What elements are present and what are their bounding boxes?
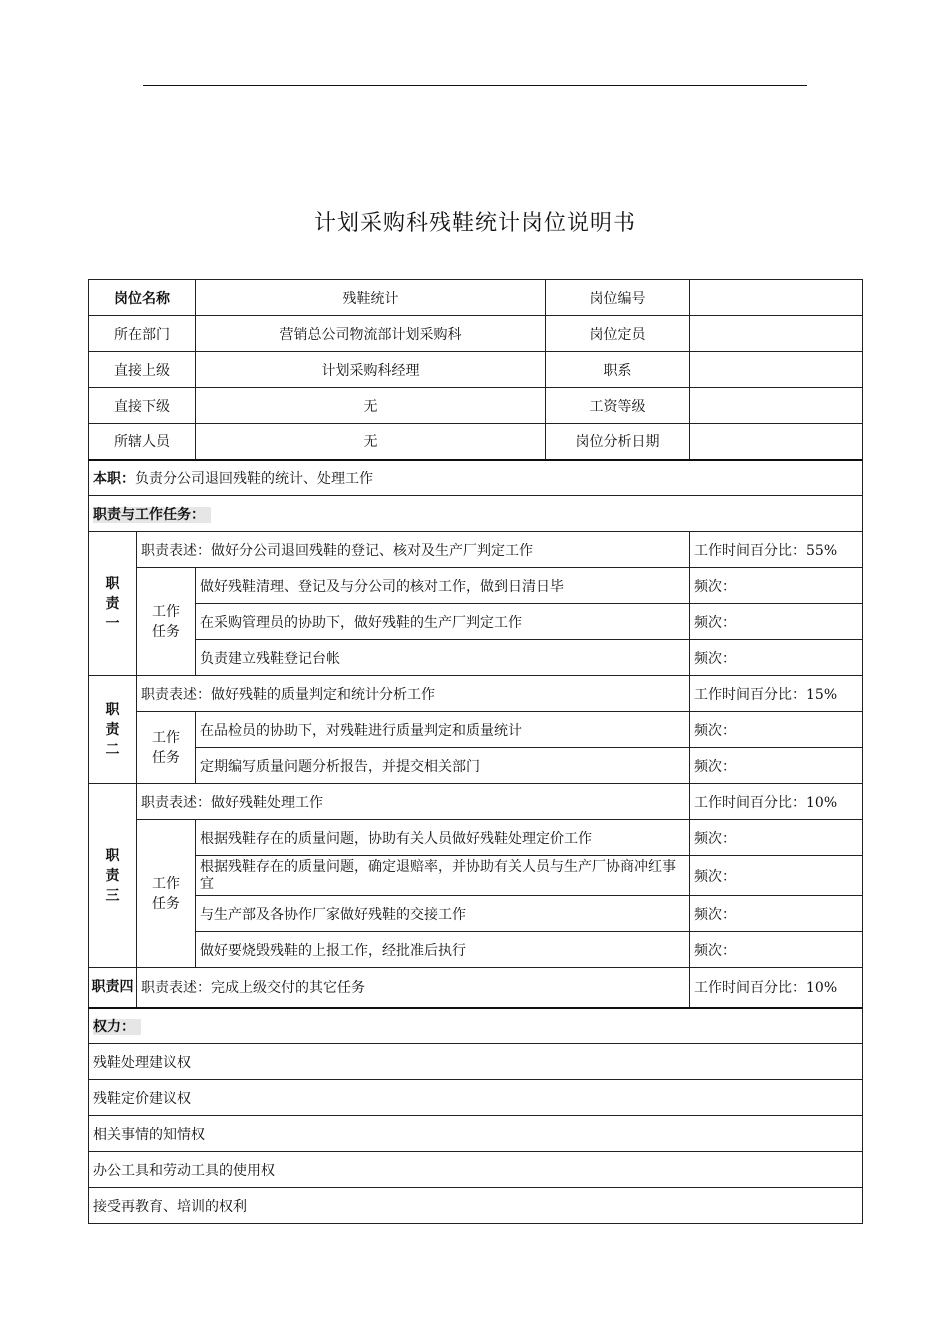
duty-3-task-3-freq: 频次：	[690, 896, 863, 932]
job-description-table	[88, 279, 863, 1224]
duty-1-task-row	[89, 568, 863, 604]
power-row	[89, 1080, 863, 1116]
duty-3-task-label: 工作任务	[137, 820, 196, 968]
label-position-name: 岗位名称	[89, 280, 196, 316]
duty-2-statement-row	[89, 676, 863, 712]
duty-2-task-label: 工作任务	[137, 712, 196, 784]
duty-3-statement: 职责表述：做好残鞋处理工作	[137, 784, 690, 820]
duty-2-task-1-freq: 频次：	[690, 712, 863, 748]
duty-3-percent: 工作时间百分比：10%	[690, 784, 863, 820]
duty-1-statement-row	[89, 532, 863, 568]
duties-heading-row	[89, 496, 863, 532]
powers-heading: 权力：	[93, 1019, 141, 1035]
duty-3-label: 职责三	[89, 784, 137, 968]
value-position-code	[690, 280, 863, 316]
duty-2-statement: 职责表述：做好残鞋的质量判定和统计分析工作	[137, 676, 690, 712]
duty-2-label: 职责二	[89, 676, 137, 784]
label-position-code: 岗位编号	[546, 280, 690, 316]
label-quota: 岗位定员	[546, 316, 690, 352]
power-row	[89, 1044, 863, 1080]
duty-1-percent: 工作时间百分比：55%	[690, 532, 863, 568]
duty-4-statement-row	[89, 968, 863, 1008]
duty-3-statement-row	[89, 784, 863, 820]
power-item-1: 残鞋处理建议权	[89, 1044, 863, 1080]
duties-heading: 职责与工作任务：	[93, 507, 211, 523]
power-item-3: 相关事情的知情权	[89, 1116, 863, 1152]
value-position-name: 残鞋统计	[196, 280, 546, 316]
main-duty-label: 本职：	[93, 470, 135, 487]
info-row-name	[89, 280, 863, 316]
main-duty-text: 负责分公司退回残鞋的统计、处理工作	[135, 470, 373, 487]
value-grade	[690, 388, 863, 424]
duty-3-task-row	[89, 896, 863, 932]
duty-1-task-label: 工作任务	[137, 568, 196, 676]
duties-heading-cell	[89, 496, 863, 532]
value-quota	[690, 316, 863, 352]
info-row-dept	[89, 316, 863, 352]
duty-1-task-1-freq: 频次：	[690, 568, 863, 604]
duty-3-task-row	[89, 932, 863, 968]
duty-4-percent: 工作时间百分比：10%	[690, 968, 863, 1008]
power-item-5: 接受再教育、培训的权利	[89, 1188, 863, 1224]
duty-1-task-row	[89, 604, 863, 640]
info-row-subordinate	[89, 388, 863, 424]
duty-3-task-4: 做好要烧毁残鞋的上报工作，经批准后执行	[196, 932, 690, 968]
duty-3-task-4-freq: 频次：	[690, 932, 863, 968]
duty-2-task-1: 在品检员的协助下，对残鞋进行质量判定和质量统计	[196, 712, 690, 748]
power-item-4: 办公工具和劳动工具的使用权	[89, 1152, 863, 1188]
power-row	[89, 1152, 863, 1188]
label-series: 职系	[546, 352, 690, 388]
value-series	[690, 352, 863, 388]
duty-2-task-row	[89, 748, 863, 784]
duty-2-task-2-freq: 频次：	[690, 748, 863, 784]
duty-3-task-1-freq: 频次：	[690, 820, 863, 856]
info-row-staff	[89, 424, 863, 460]
main-duty-cell	[89, 460, 863, 496]
duty-3-task-1: 根据残鞋存在的质量问题，协助有关人员做好残鞋处理定价工作	[196, 820, 690, 856]
label-subordinate: 直接下级	[89, 388, 196, 424]
label-analysis-date: 岗位分析日期	[546, 424, 690, 460]
info-row-superior	[89, 352, 863, 388]
duty-1-task-3: 负责建立残鞋登记台帐	[196, 640, 690, 676]
duty-1-statement: 职责表述：做好分公司退回残鞋的登记、核对及生产厂判定工作	[137, 532, 690, 568]
label-staff: 所辖人员	[89, 424, 196, 460]
duty-3-task-row	[89, 856, 863, 896]
main-duty-row	[89, 460, 863, 496]
label-department: 所在部门	[89, 316, 196, 352]
page-title: 计划采购科残鞋统计岗位说明书	[313, 211, 636, 236]
power-row	[89, 1116, 863, 1152]
value-analysis-date	[690, 424, 863, 460]
value-superior: 计划采购科经理	[196, 352, 546, 388]
duty-1-task-2-freq: 频次：	[690, 604, 863, 640]
duty-3-task-2: 根据残鞋存在的质量问题，确定退赔率，并协助有关人员与生产厂协商冲红事宜	[196, 856, 690, 896]
duty-1-task-3-freq: 频次：	[690, 640, 863, 676]
value-subordinate: 无	[196, 388, 546, 424]
powers-heading-row	[89, 1008, 863, 1044]
duty-1-task-row	[89, 640, 863, 676]
power-row	[89, 1188, 863, 1224]
power-item-2: 残鞋定价建议权	[89, 1080, 863, 1116]
duty-4-label: 职责四	[89, 968, 137, 1008]
label-grade: 工资等级	[546, 388, 690, 424]
header-rule	[143, 85, 807, 86]
duty-4-statement: 职责表述：完成上级交付的其它任务	[137, 968, 690, 1008]
duty-2-task-row	[89, 712, 863, 748]
powers-heading-cell	[89, 1008, 863, 1044]
duty-1-task-2: 在采购管理员的协助下，做好残鞋的生产厂判定工作	[196, 604, 690, 640]
duty-3-task-row	[89, 820, 863, 856]
value-staff: 无	[196, 424, 546, 460]
duty-1-task-1: 做好残鞋清理、登记及与分公司的核对工作，做到日清日毕	[196, 568, 690, 604]
duty-3-task-3: 与生产部及各协作厂家做好残鞋的交接工作	[196, 896, 690, 932]
duty-2-task-2: 定期编写质量问题分析报告，并提交相关部门	[196, 748, 690, 784]
label-superior: 直接上级	[89, 352, 196, 388]
value-department: 营销总公司物流部计划采购科	[196, 316, 546, 352]
duty-1-label: 职责一	[89, 532, 137, 676]
duty-2-percent: 工作时间百分比：15%	[690, 676, 863, 712]
duty-3-task-2-freq: 频次：	[690, 856, 863, 896]
